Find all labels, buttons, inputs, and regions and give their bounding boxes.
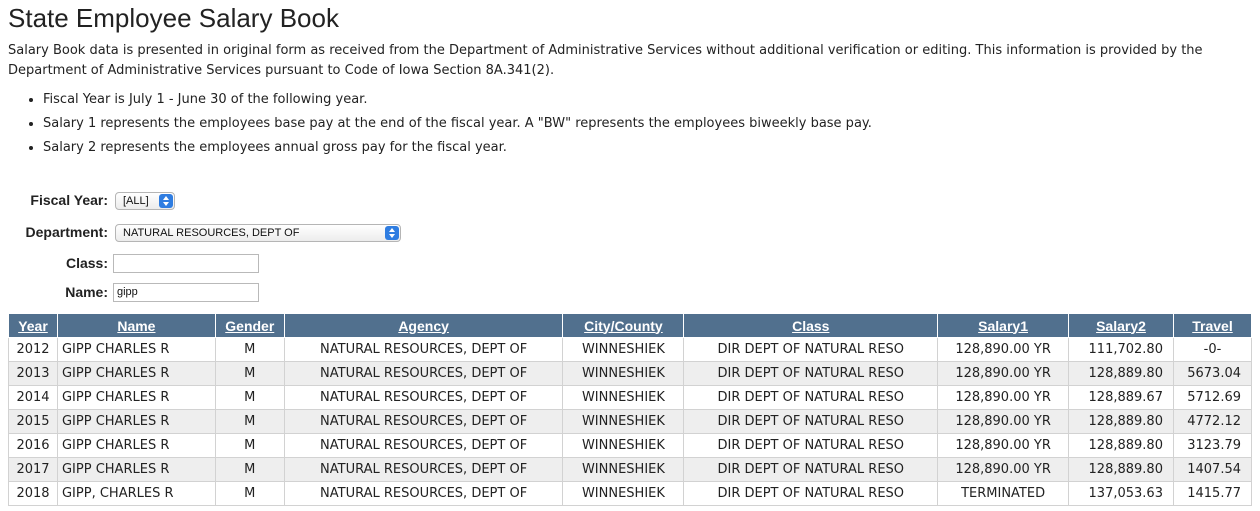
cell-name: GIPP CHARLES R	[57, 338, 215, 362]
cell-city-county: WINNESHIEK	[563, 482, 684, 506]
cell-salary2: 128,889.67	[1069, 386, 1174, 410]
cell-agency: NATURAL RESOURCES, DEPT OF	[284, 434, 563, 458]
cell-class: DIR DEPT OF NATURAL RESO	[684, 482, 938, 506]
cell-salary1: 128,890.00 YR	[938, 386, 1069, 410]
cell-year: 2014	[9, 386, 58, 410]
cell-gender: M	[215, 362, 284, 386]
select-arrows-icon	[385, 226, 399, 240]
cell-agency: NATURAL RESOURCES, DEPT OF	[284, 362, 563, 386]
header-name[interactable]: Name	[57, 314, 215, 338]
header-class[interactable]: Class	[684, 314, 938, 338]
cell-salary2: 128,889.80	[1069, 434, 1174, 458]
cell-class: DIR DEPT OF NATURAL RESO	[684, 338, 938, 362]
department-value: NATURAL RESOURCES, DEPT OF	[123, 227, 300, 239]
cell-city-county: WINNESHIEK	[563, 386, 684, 410]
cell-class: DIR DEPT OF NATURAL RESO	[684, 362, 938, 386]
cell-city-county: WINNESHIEK	[563, 338, 684, 362]
cell-city-county: WINNESHIEK	[563, 362, 684, 386]
cell-class: DIR DEPT OF NATURAL RESO	[684, 410, 938, 434]
cell-class: DIR DEPT OF NATURAL RESO	[684, 386, 938, 410]
department-select[interactable]	[115, 224, 401, 242]
fiscal-year-select[interactable]	[115, 192, 175, 210]
cell-travel: 5712.69	[1173, 386, 1251, 410]
cell-salary2: 111,702.80	[1069, 338, 1174, 362]
note-salary1: • Salary 1 represents the employees base pay at the end of the fiscal year. A "BW" represents the employees biweekly base pay.	[43, 112, 872, 136]
department-row	[0, 222, 108, 242]
table-row	[9, 434, 1252, 458]
name-row	[0, 282, 108, 302]
cell-class: DIR DEPT OF NATURAL RESO	[684, 434, 938, 458]
cell-gender: M	[215, 482, 284, 506]
cell-gender: M	[215, 458, 284, 482]
header-travel[interactable]: Travel	[1173, 314, 1251, 338]
department-label: Department:	[25, 224, 108, 240]
note-fiscal-year: • Fiscal Year is July 1 - June 30 of the following year.	[43, 88, 872, 112]
table-row	[9, 410, 1252, 434]
table-row	[9, 338, 1252, 362]
cell-salary1: 128,890.00 YR	[938, 458, 1069, 482]
cell-year: 2018	[9, 482, 58, 506]
cell-name: GIPP CHARLES R	[57, 410, 215, 434]
fiscal-year-label: Fiscal Year:	[30, 192, 108, 208]
cell-name: GIPP CHARLES R	[57, 386, 215, 410]
cell-salary2: 128,889.80	[1069, 362, 1174, 386]
cell-year: 2017	[9, 458, 58, 482]
cell-city-county: WINNESHIEK	[563, 458, 684, 482]
cell-gender: M	[215, 434, 284, 458]
header-year[interactable]: Year	[9, 314, 58, 338]
cell-travel: 3123.79	[1173, 434, 1251, 458]
cell-name: GIPP CHARLES R	[57, 434, 215, 458]
cell-agency: NATURAL RESOURCES, DEPT OF	[284, 386, 563, 410]
table-row	[9, 386, 1252, 410]
fiscal-year-value: [ALL]	[123, 195, 149, 207]
notes-list	[8, 88, 872, 160]
cell-salary1: TERMINATED	[938, 482, 1069, 506]
cell-city-county: WINNESHIEK	[563, 434, 684, 458]
cell-name: GIPP CHARLES R	[57, 362, 215, 386]
cell-city-county: WINNESHIEK	[563, 410, 684, 434]
name-label: Name:	[65, 284, 108, 300]
cell-travel: 4772.12	[1173, 410, 1251, 434]
table-row	[9, 482, 1252, 506]
cell-agency: NATURAL RESOURCES, DEPT OF	[284, 458, 563, 482]
cell-travel: 1415.77	[1173, 482, 1251, 506]
select-arrows-icon	[159, 194, 173, 208]
cell-salary1: 128,890.00 YR	[938, 362, 1069, 386]
header-gender[interactable]: Gender	[215, 314, 284, 338]
header-agency[interactable]: Agency	[284, 314, 563, 338]
cell-year: 2013	[9, 362, 58, 386]
cell-gender: M	[215, 386, 284, 410]
cell-travel: 1407.54	[1173, 458, 1251, 482]
table-row	[9, 362, 1252, 386]
page-title: State Employee Salary Book	[8, 3, 339, 33]
cell-travel: -0-	[1173, 338, 1251, 362]
class-input[interactable]	[113, 254, 259, 273]
cell-salary2: 137,053.63	[1069, 482, 1174, 506]
cell-agency: NATURAL RESOURCES, DEPT OF	[284, 482, 563, 506]
cell-salary1: 128,890.00 YR	[938, 434, 1069, 458]
cell-agency: NATURAL RESOURCES, DEPT OF	[284, 338, 563, 362]
class-row	[0, 253, 108, 273]
table-header-row	[9, 314, 1252, 338]
header-city-county[interactable]: City/County	[563, 314, 684, 338]
fiscal-year-row	[0, 190, 108, 210]
cell-salary2: 128,889.80	[1069, 410, 1174, 434]
cell-name: GIPP, CHARLES R	[57, 482, 215, 506]
note-salary2: • Salary 2 represents the employees annual gross pay for the fiscal year.	[43, 136, 872, 160]
cell-agency: NATURAL RESOURCES, DEPT OF	[284, 410, 563, 434]
salary-table	[8, 313, 1252, 506]
intro-text: Salary Book data is presented in original form as received from the Department of Administrative Services without additional verification or editing. This information is provided by the Department of Administrative Services pursuant to Code of Iowa Section 8A.341(2).	[8, 43, 1203, 78]
cell-travel: 5673.04	[1173, 362, 1251, 386]
table-row	[9, 458, 1252, 482]
cell-name: GIPP CHARLES R	[57, 458, 215, 482]
cell-gender: M	[215, 338, 284, 362]
cell-salary2: 128,889.80	[1069, 458, 1174, 482]
cell-gender: M	[215, 410, 284, 434]
cell-year: 2015	[9, 410, 58, 434]
name-input[interactable]: gipp	[113, 283, 259, 302]
cell-class: DIR DEPT OF NATURAL RESO	[684, 458, 938, 482]
cell-salary1: 128,890.00 YR	[938, 338, 1069, 362]
header-salary2[interactable]: Salary2	[1069, 314, 1174, 338]
header-salary1[interactable]: Salary1	[938, 314, 1069, 338]
class-label: Class:	[65, 255, 108, 271]
cell-year: 2016	[9, 434, 58, 458]
cell-salary1: 128,890.00 YR	[938, 410, 1069, 434]
cell-year: 2012	[9, 338, 58, 362]
